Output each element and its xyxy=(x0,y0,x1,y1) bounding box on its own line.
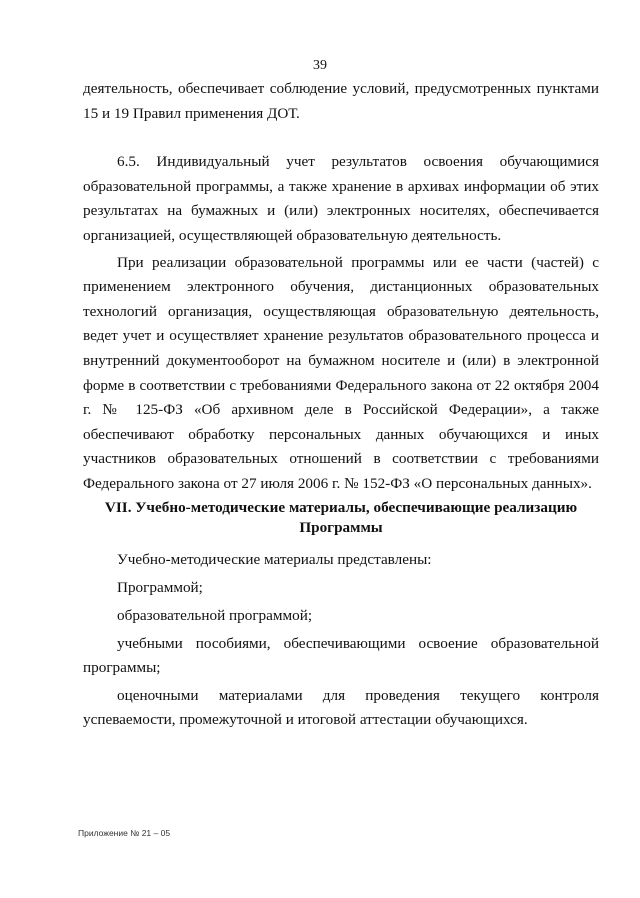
section-heading xyxy=(83,498,599,538)
list-item: Программой; xyxy=(117,578,203,596)
list-item: оценочными материалами для проведения текущего контроля успеваемости, промежуточной и итоговой аттестации обучающихся. xyxy=(83,686,599,728)
section-heading-line-2: Программы xyxy=(299,518,383,536)
materials-list xyxy=(83,548,599,732)
footer-annex-label: Приложение № 21 – 05 xyxy=(78,828,171,838)
list-item: образовательной программой; xyxy=(117,606,313,624)
materials-intro: Учебно-методические материалы представлены: xyxy=(117,550,432,568)
paragraph-continuation: деятельность, обеспечивает соблюдение условий, предусмотренных пунктами 15 и 19 Правил применения ДОТ. xyxy=(83,80,599,122)
paragraph-records-keeping: При реализации образовательной программы или ее части (частей) с применением электронного обучения, дистанционных образовательных технологий организация, осуществляющая образовательную деятельность, ведет учет и осуществляет хранение результатов образовательного процесса и внутренний документооборот на бумажном носителе и (или) в электронной форме в соответствии с требованиями Федерального закона от 22 октября 2004 г. № 125-ФЗ «Об архивном деле в Российской Федерации», а также обеспечивают обработку персональных данных обучающихся и иных участников образовательных отношений в соответствии с требованиями Федерального закона от 27 июля 2006 г. № 152-ФЗ «О персональных данных». xyxy=(83,253,599,492)
page-number: 39 xyxy=(313,58,327,73)
paragraph-6-5: 6.5. Индивидуальный учет результатов освоения обучающимися образовательной программы, а также хранение в архивах информации об этих результатах на бумажных и (или) электронных носителях, обеспечивается организацией, осуществляющей образовательную деятельность. xyxy=(83,153,599,244)
section-heading-line-1: VII. Учебно-методические материалы, обеспечивающие реализацию xyxy=(104,498,578,516)
document-body xyxy=(83,77,599,736)
list-item: учебными пособиями, обеспечивающими освоение образовательной программы; xyxy=(83,634,599,676)
